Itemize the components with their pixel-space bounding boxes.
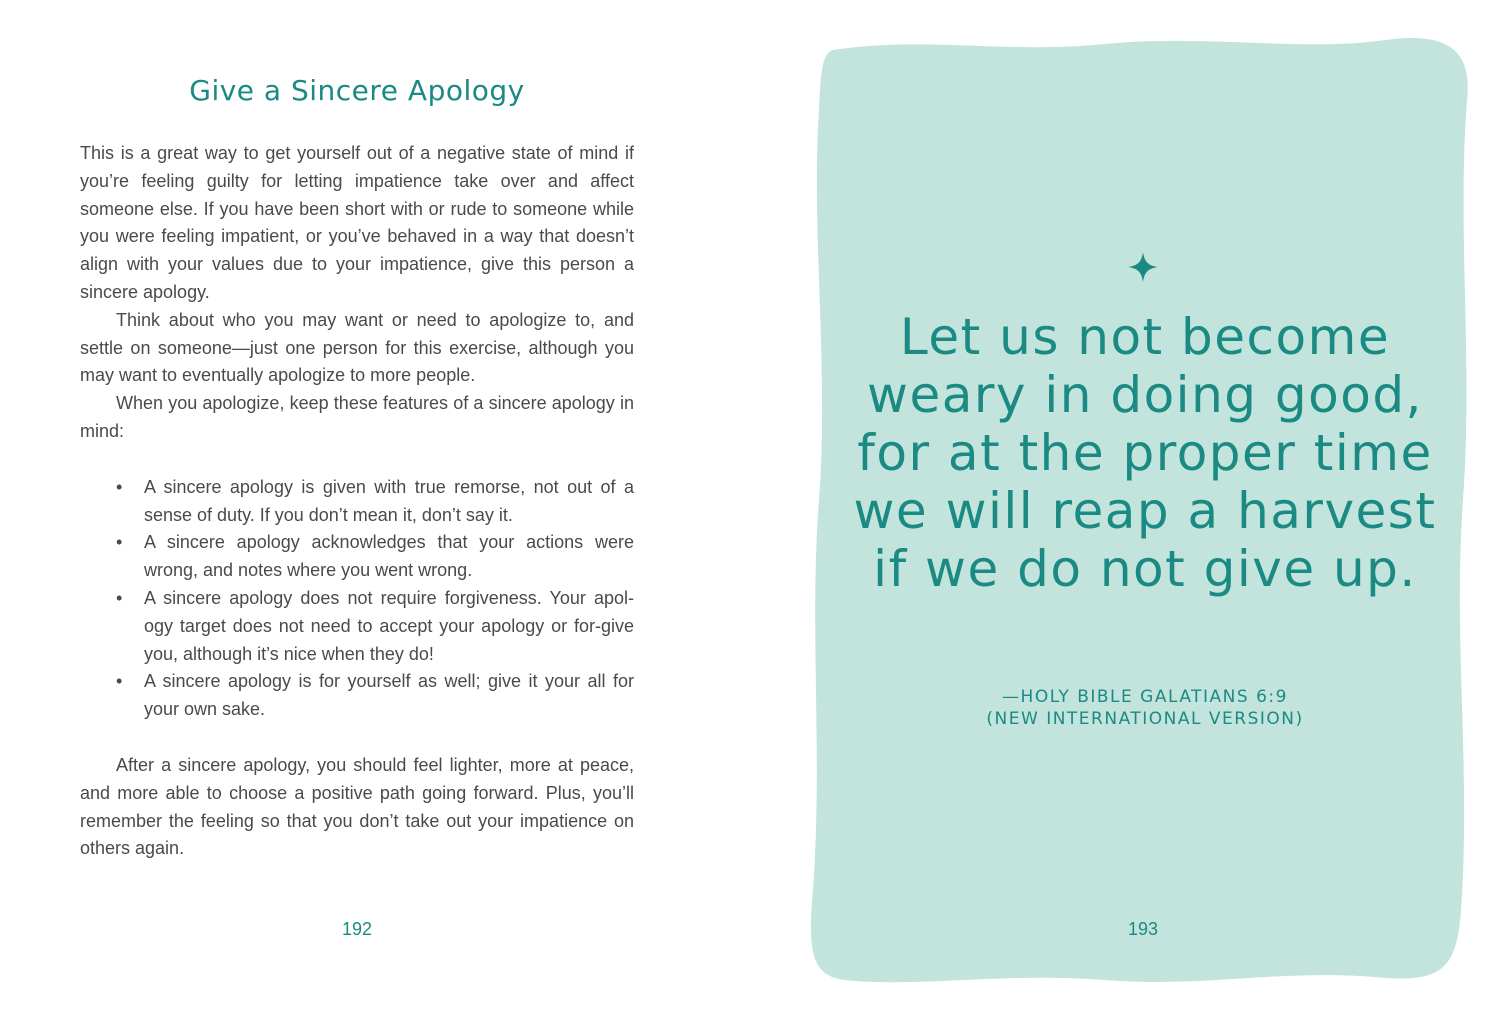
body-text — [80, 140, 634, 863]
paragraph-intro: This is a great way to get yourself out of a negative state of mind if you’re feeling guilty for letting impatience take over and affect someone else. If you have been short with or rude to someone while you were feeling impatient, or you’ve behaved in a way that doesn’t align with your values due to your impatience, give this person a sincere apology. — [80, 143, 634, 302]
page-number-right: 193 — [1127, 919, 1159, 939]
quote-text: Let us not become weary in doing good, for at the proper time we will reap a harvest if we do not give up. — [853, 308, 1437, 598]
apology-features-list — [80, 474, 634, 724]
paragraph-features: When you apologize, keep these features of a sincere apology in mind: — [80, 393, 634, 441]
list-item: • A sincere apology is for yourself as well; give it your all for your own sake. — [144, 668, 634, 724]
paragraph-closing: After a sincere apology, you should feel lighter, more at peace, and more able to choose a positive path going forward. Plus, you’ll remember the feeling so that you don’t take out your impatience on others again. — [80, 754, 634, 859]
page-number-left: 192 — [341, 919, 373, 939]
list-item: • A sincere apology is given with true remorse, not out of a sense of duty. If you don’t mean it, don’t say it. — [144, 474, 634, 530]
page-title: Give a Sincere Apology — [189, 74, 525, 107]
list-item: • A sincere apology does not require forgiveness. Your apol-ogy target does not need to accept your apology or for-give you, although it’s nice when they do! — [144, 585, 634, 668]
four-point-star-icon — [1128, 252, 1158, 282]
attribution-source: —HOLY BIBLE GALATIANS 6:9 — [1002, 687, 1288, 707]
list-item: • A sincere apology acknowledges that your actions were wrong, and notes where you went wrong. — [144, 529, 634, 585]
paragraph-think: Think about who you may want or need to apologize to, and settle on someone—just one person for this exercise, although you may want to eventually apologize to more people. — [80, 309, 634, 386]
quote-attribution — [845, 686, 1445, 730]
attribution-version: (NEW INTERNATIONAL VERSION) — [986, 709, 1304, 729]
